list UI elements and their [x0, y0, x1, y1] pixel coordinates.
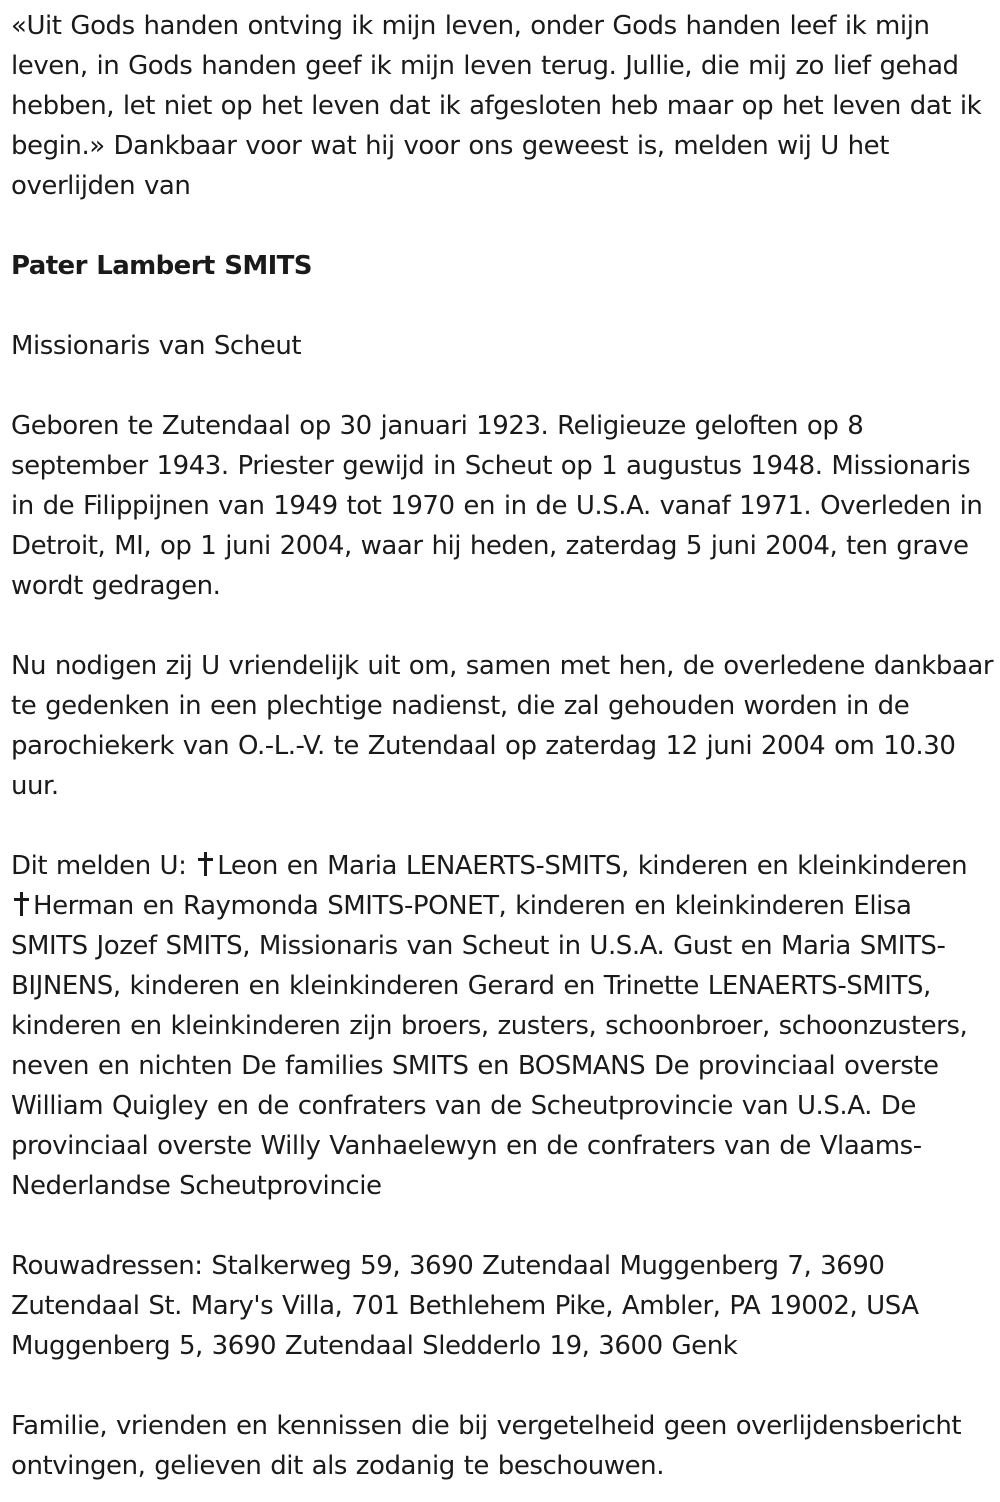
addresses-paragraph: Rouwadressen: Stalkerweg 59, 3690 Zutendaal Muggenberg 7, 3690 Zutendaal St. Mary's Villa, 701 Bethlehem Pike, Ambler, PA 19002, USA Muggenberg 5, 3690 Zutendaal Sledderlo 19, 3600 Genk [11, 1251, 919, 1361]
closing-paragraph: Familie, vrienden en kennissen die bij vergetelheid geen overlijdensbericht ontvingen, gelieven dit als zodanig te beschouwen. [11, 1411, 962, 1481]
family-prefix: Dit melden U: [11, 851, 187, 881]
intro-paragraph: «Uit Gods handen ontving ik mijn leven, onder Gods handen leef ik mijn leven, in Gods handen geef ik mijn leven terug. Jullie, die mij zo lief gehad hebben, let niet op het leven dat ik afgesloten heb maar op het leven dat ik begin.» Dankbaar voor wat hij voor ons geweest is, melden wij U het overlijden van [11, 11, 982, 201]
family-part-1: Leon en Maria LENAERTS-SMITS, kinderen en kleinkinderen [217, 851, 968, 881]
deceased-role: Missionaris van Scheut [11, 331, 302, 361]
biography-paragraph: Geboren te Zutendaal op 30 januari 1923. Religieuze geloften op 8 september 1943. Priester gewijd in Scheut op 1 augustus 1948. Missionaris in de Filippijnen van 1949 tot 1970 en in de U.S.A. vanaf 1971. Overleden in Detroit, MI, op 1 juni 2004, waar hij heden, zaterdag 5 juni 2004, ten grave wordt gedragen. [11, 411, 983, 601]
cross-icon [14, 892, 28, 916]
obituary-notice [11, 6, 996, 1486]
family-paragraph [11, 846, 996, 1206]
deceased-name: Pater Lambert SMITS [11, 251, 312, 281]
family-part-2: Herman en Raymonda SMITS-PONET, kinderen en kleinkinderen Elisa SMITS Jozef SMITS, Missionaris van Scheut in U.S.A. Gust en Maria SMITS-BIJNENS, kinderen en kleinkinderen Gerard en Trinette LENAERTS-SMITS, kinderen en kleinkinderen zijn broers, zusters, schoonbroer, schoonzusters, neven en nichten De families SMITS en BOSMANS De provinciaal overste William Quigley en de confraters van de Scheutprovincie van U.S.A. De provinciaal overste Willy Vanhaelewyn en de confraters van de Vlaams-Nederlandse Scheutprovincie [11, 891, 968, 1201]
invitation-paragraph: Nu nodigen zij U vriendelijk uit om, samen met hen, de overledene dankbaar te gedenken in een plechtige nadienst, die zal gehouden worden in de parochiekerk van O.-L.-V. te Zutendaal op zaterdag 12 juni 2004 om 10.30 uur. [11, 651, 994, 801]
cross-icon [198, 852, 212, 876]
